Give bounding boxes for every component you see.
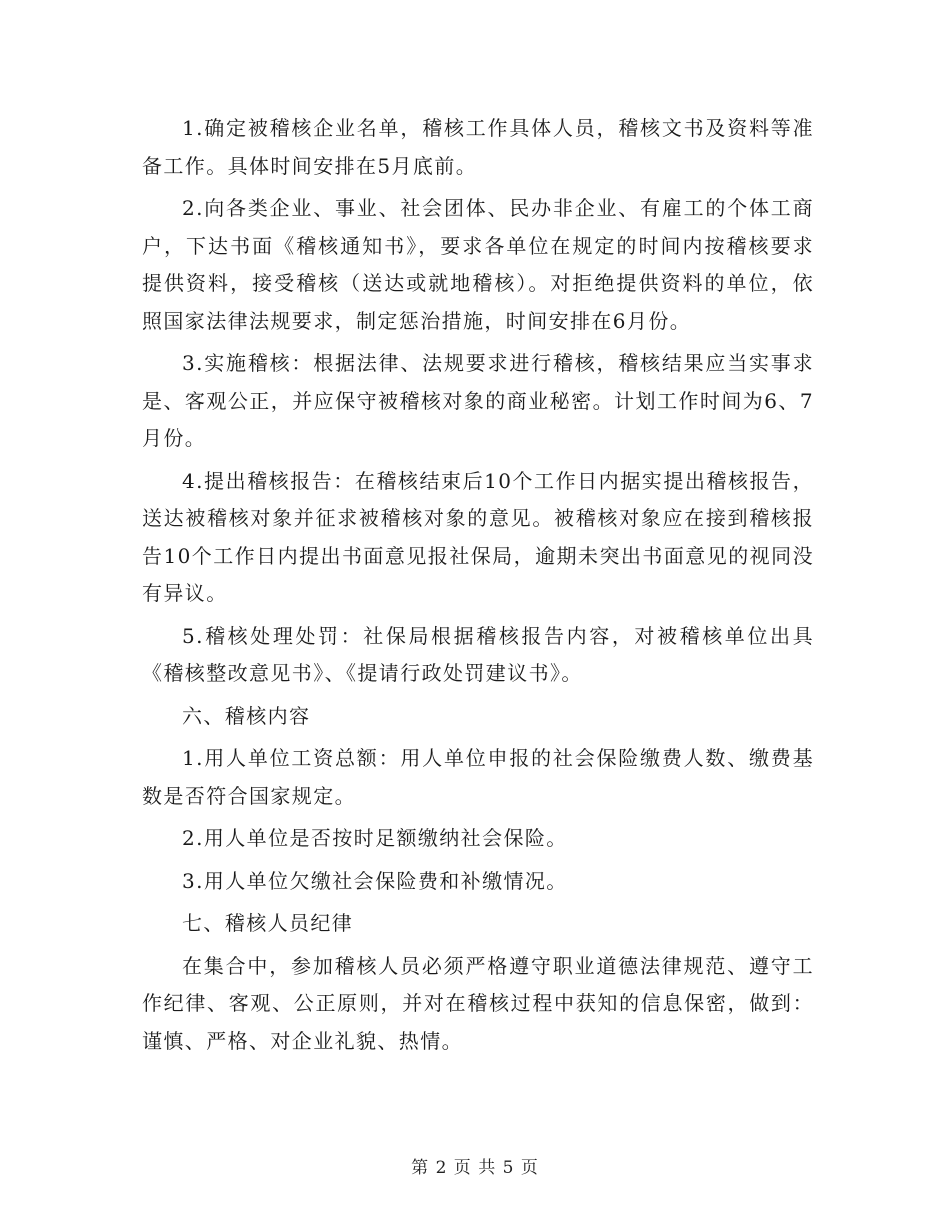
section-seven-text: 在集合中，参加稽核人员必须严格遵守职业道德法律规范、遵守工作纪律、客观、公正原则，并对在稽核过程中获知的信息保密，做到：谨慎、严格、对企业礼貌、热情。	[142, 953, 814, 1053]
section-six-heading: 六、稽核内容	[182, 703, 311, 728]
section-six-item-2: 2.用人单位是否按时足额缴纳社会保险。	[182, 826, 568, 850]
paragraph-step-4: 4.提出稽核报告：在稽核结束后10个工作日内据实提出稽核报告，送达被稽核对象并征求被稽核对象的意见。被稽核对象应在接到稽核报告10个工作日内提出书面意见报社保局，逾期未突出书面意见的视同没有异议。	[142, 468, 814, 605]
paragraph-step-5: 5.稽核处理处罚：社保局根据稽核报告内容，对被稽核单位出具《稽核整改意见书》、《提请行政处罚建议书》。	[142, 623, 814, 685]
paragraph-step-1: 1.确定被稽核企业名单，稽核工作具体人员，稽核文书及资料等准备工作。具体时间安排在5月底前。	[142, 116, 814, 178]
paragraph-step-3: 3.实施稽核：根据法律、法规要求进行稽核，稽核结果应当实事求是、客观公正，并应保守被稽核对象的商业秘密。计划工作时间为6、7月份。	[142, 351, 814, 450]
section-seven-heading: 七、稽核人员纪律	[182, 911, 354, 935]
page-number-footer: 第 2 页 共 5 页	[411, 1158, 539, 1178]
document-body	[142, 110, 814, 1065]
section-six-item-1: 1.用人单位工资总额：用人单位申报的社会保险缴费人数、缴费基数是否符合国家规定。	[142, 746, 814, 808]
paragraph-step-2: 2.向各类企业、事业、社会团体、民办非企业、有雇工的个体工商户，下达书面《稽核通知书》，要求各单位在规定的时间内按稽核要求提供资料，接受稽核（送达或就地稽核）。对拒绝提供资料的单位，依照国家法律法规要求，制定惩治措施，时间安排在6月份。	[142, 196, 814, 333]
section-six-item-3: 3.用人单位欠缴社会保险费和补缴情况。	[182, 868, 568, 893]
